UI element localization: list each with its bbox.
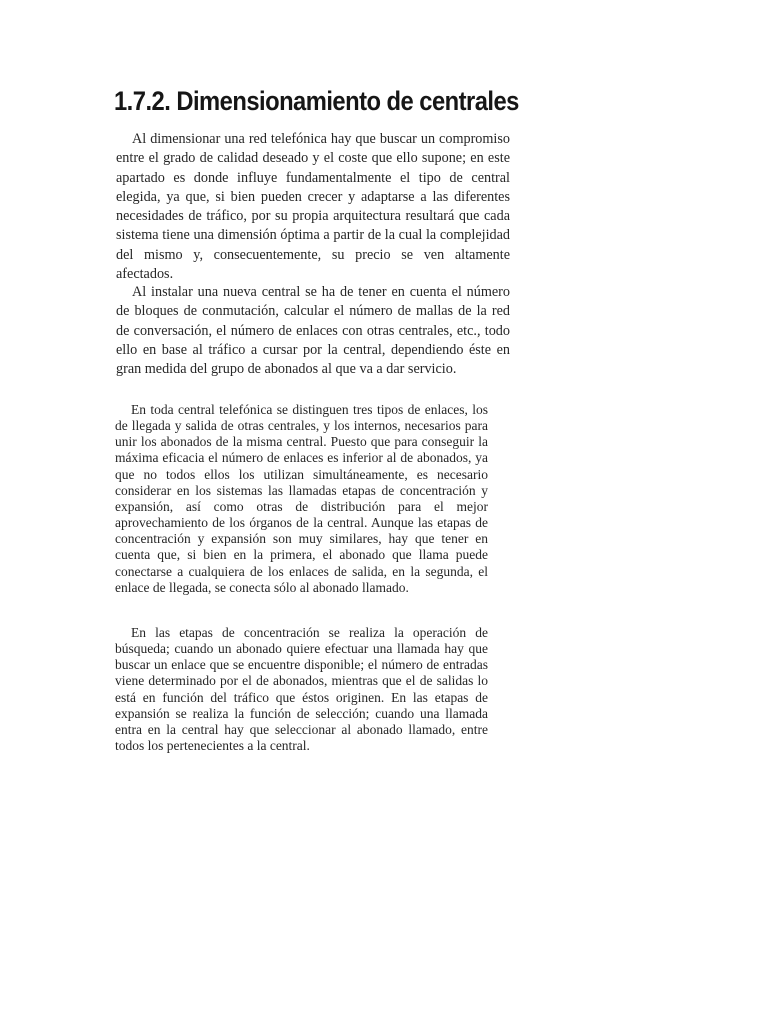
- paragraph-3: En toda central telefónica se distinguen tres tipos de enlaces, los de llegada y salida de otras centrales, y los internos, necesarios para unir los abonados de la misma central. Puesto que para conseguir la máxima eficacia el número de enlaces es inferior al de abonados, ya que no todos ellos los utilizan simultáneamente, es necesario considerar en los sistemas las llamadas etapas de concentración y expansión, así como otras de distribución para el mejor aprovechamiento de los órganos de la central. Aunque las etapas de concentración y expansión son muy similares, hay que tener en cuenta que, si bien en la primera, el abonado que llama puede conectarse a cualquiera de los enlaces de salida, en la segunda, el enlace de llegada, se conecta sólo al abonado llamado.: [115, 402, 488, 595]
- paragraph-2: Al instalar una nueva central se ha de tener en cuenta el número de bloques de conmutación, calcular el número de mallas de la red de conversación, el número de enlaces con otras centrales, etc., todo ello en base al tráfico a cursar por la central, dependiendo éste en gran medida del grupo de abonados al que va a dar servicio.: [116, 284, 510, 378]
- section-heading: 1.7.2. Dimensionamiento de centrales: [114, 86, 519, 116]
- paragraph-1: Al dimensionar una red telefónica hay que buscar un compromiso entre el grado de calidad deseado y el coste que ello supone; en este apartado es donde influye fundamentalmente el tipo de central elegida, ya que, si bien pueden crecer y adaptarse a las diferentes necesidades de tráfico, por su propia arquitectura resultará que cada sistema tiene una dimensión óptima a partir de la cual la complejidad del mismo y, consecuentemente, su precio se ven altamente afectados.: [116, 131, 510, 283]
- paragraph-4: En las etapas de concentración se realiza la operación de búsqueda; cuando un abonado quiere efectuar una llamada hay que buscar un enlace que se encuentre disponible; el número de entradas viene determinado por el de abonados, mientras que el de salidas lo está en función del tráfico que éstos originen. En las etapas de expansión se realiza la función de selección; cuando una llamada entra en la central hay que seleccionar al abonado llamado, entre todos los pertenecientes a la central.: [115, 625, 488, 754]
